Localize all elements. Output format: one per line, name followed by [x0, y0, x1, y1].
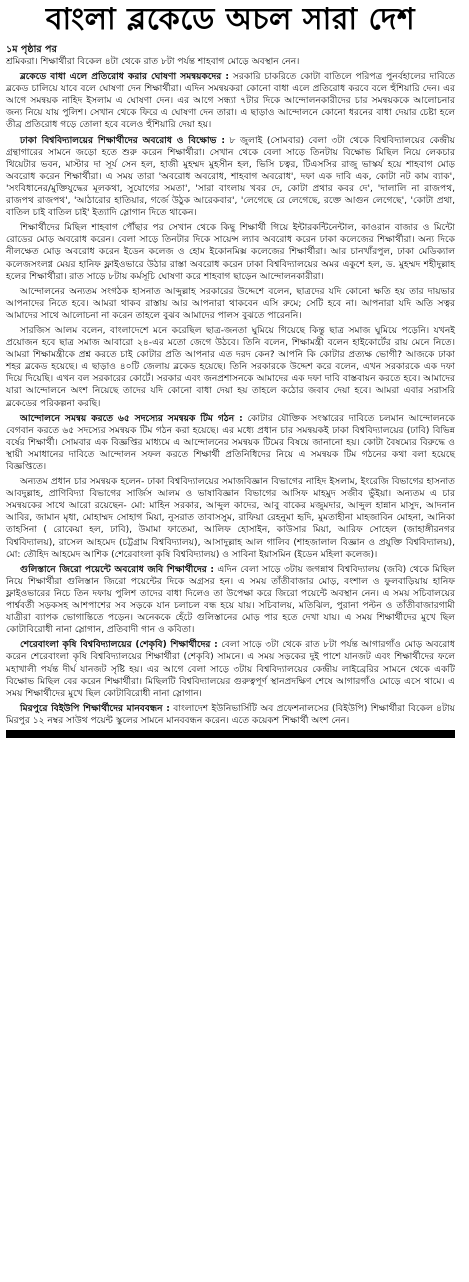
- page-bottom-strip: [6, 730, 455, 738]
- paragraph-lead: গুলিস্তানে জিরো পয়েন্টে অবরোধ জবি শিক্ষার্থীদের :: [20, 564, 214, 575]
- paragraph-lead: ব্লকেডে বাধা এলে প্রতিরোধ করার ঘোষণা সমন্বয়কদের :: [20, 72, 230, 83]
- article-paragraph: [6, 71, 455, 131]
- article-paragraph: [6, 222, 455, 282]
- article-body: [6, 56, 455, 727]
- continued-from-label: ১ম পৃষ্ঠার পর: [6, 44, 57, 55]
- paragraph-text: শিক্ষার্থীদের মিছিল শাহবাগ পৌঁছার পর সেখান থেকে কিছু শিক্ষার্থী গিয়ে ইন্টারকন্টিনেন্টাল, কাওরান বাজার ও মিন্টো রোডের মোড় অবরোধ করেন। বেলা সাড়ে তিনটার দিকে সায়েন্স ল্যাব অবরোধ করেন ঢাকা কলেজের শিক্ষার্থীরা। অন্য দিকে নীলক্ষেত মোড় অবরোধ করেন ইডেন কলেজ ও হোম ইকোনমিক্স কলেজের শিক্ষার্থীরা। আর চানখাঁরপুল, ঢাকা মেডিক্যাল কলেজসংলগ্ন মেয়র হানিফ ফ্লাইওভারে উঠার রাস্তা অবরোধ করেন ঢাকা বিশ্ববিদ্যালয়ের অমর একুশে হল, ড. মুহম্মদ শহীদুল্লাহ হলের শিক্ষার্থীরা। রাত সাড়ে ৮টায় কর্মসূচি ঘোষণা করে শাহবাগ ছাড়েন আন্দোলনকারীরা।: [6, 223, 455, 282]
- article-paragraph: [6, 286, 455, 322]
- article-paragraph: [6, 56, 455, 68]
- paragraph-text: আন্দোলনের অন্যতম সংগঠক হাসনাত আব্দুল্লাহ সরকারের উদ্দেশে বলেন, ছাত্রদের যদি কোনো ক্ষতি হয় তার দায়ভার আপনাদের নিতে হবে। আমরা থাকব রাস্তায় আর আপনারা থাকবেন এসি রুমে; সেটি হবে না। আপনারা যদি অতি সত্বর আমাদের সাথে আলোচনা না করেন তাহলে বুঝব আমাদের পালস বুঝতে পারেননি।: [6, 286, 455, 321]
- paragraph-text: ৮ জুলাই (সোমবার) বেলা ৩টা থেকে বিশ্ববিদ্যালয়ের কেন্দ্রীয় গ্রন্থাগারের সামনে জড়ো হতে শুরু করেন শিক্ষার্থীরা। সেখান থেকে বেলা সাড়ে তিনটায় বিক্ষোভ মিছিল নিয়ে লেকচার থিয়েটার ভবন, মাস্টার দা সূর্য সেন হল, হাজী মুহম্মদ মুহসীন হল, ভিসি চত্বর, টিএসসির রাজু ভাস্কর্য হয়ে শাহবাগ মোড় অবরোধ করেন শিক্ষার্থীরা। এ সময় তারা 'অবরোধ অবরোধ, শাহবাগ অবরোধ', দফা এক দাবি এক, কোটা নট কাম ব্যাক', 'সংবিধানের/মুক্তিযুদ্ধের মূলকথা, সুযোগের সমতা', 'সারা বাংলায় খবর দে, কোটা প্রথার কবর দে', 'দালালি না রাজপথ, রাজপথ রাজপথ', 'আঠারোর হাতিয়ার, গর্জে উঠুক আরেকবার', 'লেগেছে রে লেগেছে, রক্তে আগুন লেগেছে', 'কোটা প্রথা, বাতিল চাই বাতিল চাই' ইত্যাদি স্লোগান দিতে থাকেন।: [6, 135, 455, 219]
- paragraph-text: কোটার যৌক্তিক সংস্কারের দাবিতে চলমান আন্দোলনকে বেগবান করতে ৬৫ সদস্যের সমন্বয়ক টিম গঠন করা হয়েছে। এর মধ্যে প্রধান চার সমন্বয়কই ঢাকা বিশ্ববিদ্যালয়ের (ঢাবি) বিভিন্ন বর্ষের শিক্ষার্থী। সোমবার এক বিজ্ঞপ্তির মাধ্যমে এ আন্দোলনের সমন্বয়ক টিমের বিষয়ে জানানো হয়। কোটা বৈষম্যের বিরুদ্ধে ও স্থায়ী সমাধানের দাবিতে আন্দোলন সফল করতে শিক্ষার্থী প্রতিনিধিদের নিয়ে এ সমন্বয়ক টিম গঠনের কথা বলা হয়েছে বিজ্ঞপ্তিতে।: [6, 413, 455, 472]
- article-paragraph: [6, 476, 455, 561]
- paragraph-text: বাংলাদেশ ইউনিভার্সিটি অব প্রফেশনালসের (বিইউপি) শিক্ষার্থীরা বিকেল ৪টায় মিরপুর ১২ নম্বর সাউথ পয়েন্ট স্কুলের সামনে মানববন্ধন করেন। এতে কয়েকশ শিক্ষার্থী অংশ নেন।: [6, 703, 456, 726]
- article-paragraph: [6, 135, 455, 220]
- paragraph-text: সারজিস আলম বলেন, বাংলাদেশে মনে করেছিল ছাত্র-জনতা ঘুমিয়ে গিয়েছে কিন্তু ছাত্র সমাজ ঘুমিয়ে পড়েনি। যখনই প্রয়োজন হবে ছাত্র সমাজ আবারো ২৪-এর মতো জেগে উঠবে। তিনি বলেন, শিক্ষামন্ত্রী বলেন হাইকোর্টের রায় মেনে নিতে। আমরা শিক্ষামন্ত্রীকে প্রশ্ন করতে চাই কোটার প্রতি আপনার এত দরদ কেন? আপনি কি কোটার প্রত্যক্ষ ভোগী? আজকে ঢাকা শহর ব্লকেড হয়েছে। এ ছাড়াও ৪০টি জেলায় ব্লকেড হয়েছে। তিনি সরকারকে উদ্দেশ করে বলেন, এখন সরকারকে এক দফা দিয়ে দিয়েছি। এখন বল সরকারের কোর্টে। সরকার এবং জনপ্রশাসনকে আমাদের এক দফা দাবি বাস্তবায়ন করতে হবে। আমাদের যারা আন্দোলনে অংশ নিয়েছে তাদের যদি কোনো বাধা দেয়া হয় তাহলে কঠোর জবাব দেয়া হবে। আমরা এবার সরাসরি ব্লকেডের পরিকল্পনা করছি।: [6, 325, 455, 409]
- paragraph-lead: ঢাকা বিশ্ববিদ্যালয়ের শিক্ষার্থীদের অবরোধ ও বিক্ষোভ :: [20, 135, 225, 146]
- paragraph-text: শ্রমিকরা। শিক্ষার্থীরা বিকেল ৪টা থেকে রাত ৮টা পর্যন্ত শাহবাগ মোড়ে অবস্থান নেন।: [6, 57, 300, 67]
- article-paragraph: [6, 413, 455, 473]
- paragraph-text: অন্যতম প্রধান চার সমন্বয়ক হলেন- ঢাকা বিশ্ববিদ্যালয়ের সমাজবিজ্ঞান বিভাগের নাহিদ ইসলাম, ইংরেজি বিভাগের হাসনাত আবদুল্লাহ, প্রাণিবিদ্যা বিভাগের সার্জিস আলম ও ভাষাবিজ্ঞান বিভাগের আসিফ মাহমুদ সজীব ভুঁইয়া। অন্যতম এ চার সমন্বয়কের সাথে আরো রয়েছেন- মো: মাহিন সরকার, আব্দুল কাদের, আবু বাকের মজুমদার, আব্দুল হান্নান মাসুদ, আদনান আবির, জামান মৃধা, মোহাম্মদ সোহাগ মিয়া, নুসরাত তাবাসসুম, রাফিয়া রেহনুমা হৃদি, মুমতাহীনা মাহজাবিন মোহনা, আনিকা তাহসিনা ( রোকেয়া হল, ঢাবি), উমামা ফাতেমা, আলিফ হোসাইন, কাউসার মিয়া, আরিফ সোহেল (জাহাঙ্গীরনগর বিশ্ববিদ্যালয়), রাসেল আহমেদ (চট্টগ্রাম বিশ্ববিদ্যালয়), আসাদুল্লাহ আল গালিব (শাহজালাল বিজ্ঞান ও প্রযুক্তি বিশ্ববিদ্যালয়), মো: তৌহিদ আহমেদ আশিক (শেরেবাংলা কৃষি বিশ্ববিদ্যালয়) ও সাবিনা ইয়াসমিন (ইডেন মহিলা কলেজ)।: [6, 477, 455, 560]
- headline: বাংলা ব্লকেডে অচল সারা দেশ: [45, 2, 416, 37]
- paragraph-text: বেলা সাড়ে ৩টা থেকে রাত ৮টা পর্যন্ত আগারগাঁও মোড় অবরোধ করেন শেরেবাংলা কৃষি বিশ্ববিদ্যালয়ের শিক্ষার্থীরা (শেকৃবি) সামনে। এ সময় সড়কের দুই পাশে যানজট এবং শিক্ষার্থীদের ফলে মহাখালী পর্যন্ত দীর্ঘ যানজট সৃষ্টি হয়। এর আগে বেলা সাড়ে ৩টায় বিশ্ববিদ্যালয়ের কেন্দ্রীয় লাইব্রেরির সামনে থেকে একটি বিক্ষোভ মিছিল বের করেন শিক্ষার্থীরা। মিছিলটি বিশ্ববিদ্যালয়ের গুরুত্বপূর্ণ স্থানপ্রদক্ষিণ শেষে আগারগাঁও মোড়ে এসে থামে। এ সময় শিক্ষার্থীদের মুখে ছিল কোটাবিরোধী নানা স্লোগান।: [6, 640, 455, 699]
- article-paragraph: [6, 639, 455, 699]
- paragraph-lead: আন্দোলনে সমন্বয় করতে ৬৫ সদস্যের সমন্বয়ক টিম গঠন :: [20, 413, 243, 424]
- article-paragraph: [6, 325, 455, 410]
- paragraph-lead: শেরেবাংলা কৃষি বিশ্ববিদ্যালয়ের (শেকৃবি) শিক্ষার্থীদের :: [20, 640, 218, 651]
- article-paragraph: [6, 703, 455, 727]
- paragraph-text: সরকারি চাকরিতে কোটা বাতিলে পরিপত্র পুনর্বহালের দাবিতে ব্লকেড চালিয়ে যাবে বলে ঘোষণা দেন শিক্ষার্থীরা। এদিন সমন্বয়করা কোনো বাধা এলে প্রতিরোধ করবে বলে হুঁশিয়ারি দেন। এর আগে সমন্বয়ক নাহিদ ইসলাম এ ঘোষণা দেন। এর আগে সন্ধ্যা ৭টার দিকে আন্দোলনকারীদের চার সমন্বয়ককে আলোচনার জন্য নিয়ে যায় পুলিশ। সেখান থেকে ফিরে এ ঘোষণা দেন তারা। এ ছাড়াও আন্দোলনে কোনো ধরনের বাধা দেয়ার চেষ্টা হলে তীব্র প্রতিরোধ গড়ে তোলা হবে বলেও হুঁশিয়ারি দেয়া হয়।: [6, 72, 455, 131]
- paragraph-lead: মিরপুরে বিইউপি শিক্ষার্থীদের মানববন্ধন :: [20, 703, 170, 714]
- article-paragraph: [6, 564, 455, 637]
- paragraph-text: এদিন বেলা সাড়ে ৩টায় জগন্নাথ বিশ্ববিদ্যালয় (জবি) থেকে মিছিল নিয়ে শিক্ষার্থীরা গুলিস্তান জিরো পয়েন্টের দিকে অগ্রসর হন। এ সময় তাঁতীবাজার মোড়, বংশাল ও ফুলবাড়িয়ায় হানিফ ফ্লাইওভারের নিচে তিন দফায় পুলিশ তাদের বাধা দিলেও তা উপেক্ষা করে জিরো পয়েন্টে অবস্থান নেন। এ সময় সচিবালয়ের পার্শ্ববর্তী সড়কসহ আশপাশের সব সড়কে যান চলাচল বন্ধ হয়ে যায়। সচিবালয়, মতিঝিল, পুরানা পল্টন ও তাঁতীবাজারগামী যাত্রীরা ব্যাপক ভোগান্তিতে পড়েন। অনেককে হেঁটে গুলিস্তানের মোড় পার হতে দেখা যায়। এ সময় শিক্ষার্থীদের মুখে ছিল কোটাবিরোধী নানা স্লোগান, প্রতিবাদী গান ও কবিতা।: [6, 564, 455, 636]
